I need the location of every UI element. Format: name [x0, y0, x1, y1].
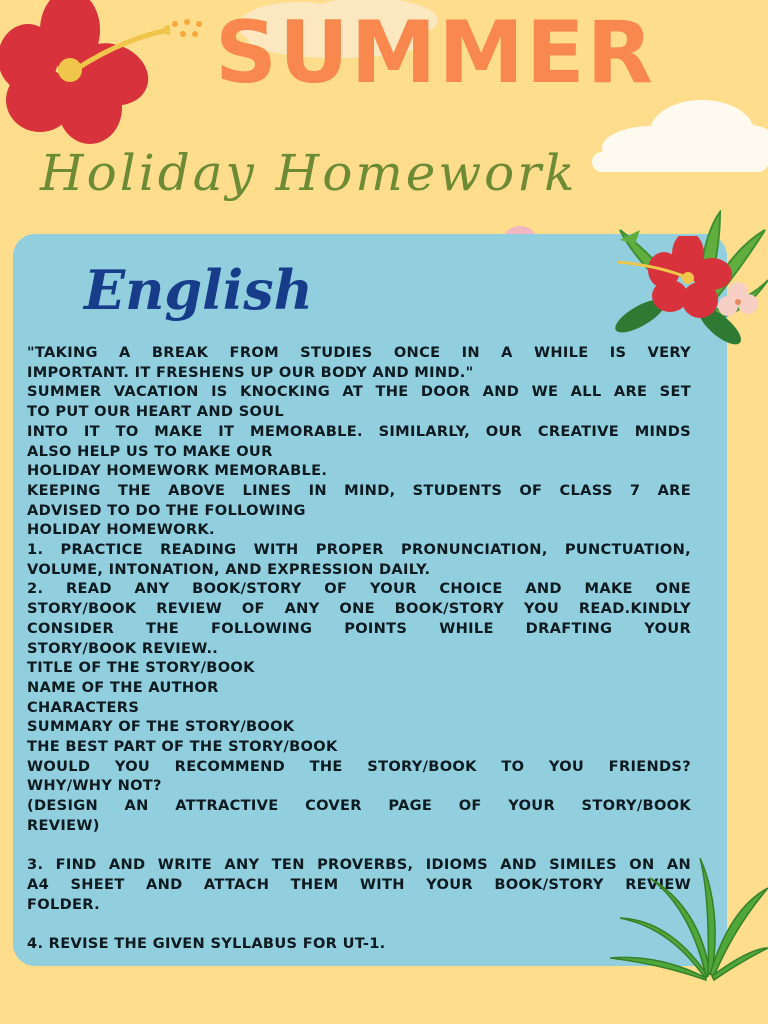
instruction-line: FOLDER.: [27, 895, 100, 913]
hibiscus-flower-icon: [0, 0, 170, 150]
instruction-line: TO PUT OUR HEART AND SOUL: [27, 403, 284, 421]
instruction-line: STORY/BOOK REVIEW OF ANY ONE BOOK/STORY YOU READ.KINDLY: [27, 600, 691, 618]
instruction-line: ADVISED TO DO THE FOLLOWING: [27, 501, 306, 519]
instruction-line: WHY/WHY NOT?: [27, 777, 162, 795]
page-subtitle: Holiday Homework: [40, 144, 578, 202]
instruction-line: KEEPING THE ABOVE LINES IN MIND, STUDENTS OF CLASS 7 ARE: [27, 481, 691, 499]
homework-instructions: [27, 343, 691, 954]
hibiscus-flower-icon: [610, 236, 768, 348]
blank-line: [27, 836, 691, 856]
instruction-line: HOLIDAY HOMEWORK MEMORABLE.: [27, 462, 328, 480]
instruction-line: "TAKING A BREAK FROM STUDIES ONCE IN A WHILE IS VERY: [27, 344, 691, 361]
instruction-line: NAME OF THE AUTHOR: [27, 678, 219, 696]
instruction-line: INTO IT TO MAKE IT MEMORABLE. SIMILARLY, OUR CREATIVE MINDS: [27, 422, 691, 440]
instruction-line: IMPORTANT. IT FRESHENS UP OUR BODY AND MIND.": [27, 363, 474, 381]
instruction-line: ALSO HELP US TO MAKE OUR: [27, 442, 273, 460]
instruction-line: 1. PRACTICE READING WITH PROPER PRONUNCIATION, PUNCTUATION,: [27, 541, 691, 559]
instruction-line: THE BEST PART OF THE STORY/BOOK: [27, 738, 338, 756]
instruction-line: SUMMARY OF THE STORY/BOOK: [27, 718, 295, 736]
page-title: SUMMER: [215, 3, 655, 103]
instruction-line: SUMMER VACATION IS KNOCKING AT THE DOOR AND WE ALL ARE SET: [27, 383, 691, 401]
instruction-line: HOLIDAY HOMEWORK.: [27, 521, 215, 539]
instruction-line: STORY/BOOK REVIEW..: [27, 639, 219, 657]
instruction-line: VOLUME, INTONATION, AND EXPRESSION DAILY.: [27, 560, 431, 578]
instruction-line: 2. READ ANY BOOK/STORY OF YOUR CHOICE AND MAKE ONE: [27, 580, 691, 598]
palm-leaf-icon: [610, 858, 768, 984]
instruction-line: CONSIDER THE FOLLOWING POINTS WHILE DRAFTING YOUR: [27, 619, 691, 637]
instruction-line: TITLE OF THE STORY/BOOK: [27, 659, 255, 677]
instruction-line: 3. FIND AND WRITE ANY TEN PROVERBS, IDIOMS AND SIMILES ON AN: [27, 856, 691, 874]
instruction-line: 4. REVISE THE GIVEN SYLLABUS FOR UT-1.: [27, 935, 386, 953]
instruction-line: A4 SHEET AND ATTACH THEM WITH YOUR BOOK/STORY REVIEW: [27, 875, 691, 893]
blank-line: [27, 914, 691, 934]
subject-heading: English: [84, 258, 313, 322]
instruction-line: (DESIGN AN ATTRACTIVE COVER PAGE OF YOUR STORY/BOOK: [27, 797, 691, 815]
instruction-line: CHARACTERS: [27, 698, 140, 716]
instruction-line: REVIEW): [27, 816, 100, 834]
instruction-line: WOULD YOU RECOMMEND THE STORY/BOOK TO YOU FRIENDS?: [27, 757, 691, 775]
